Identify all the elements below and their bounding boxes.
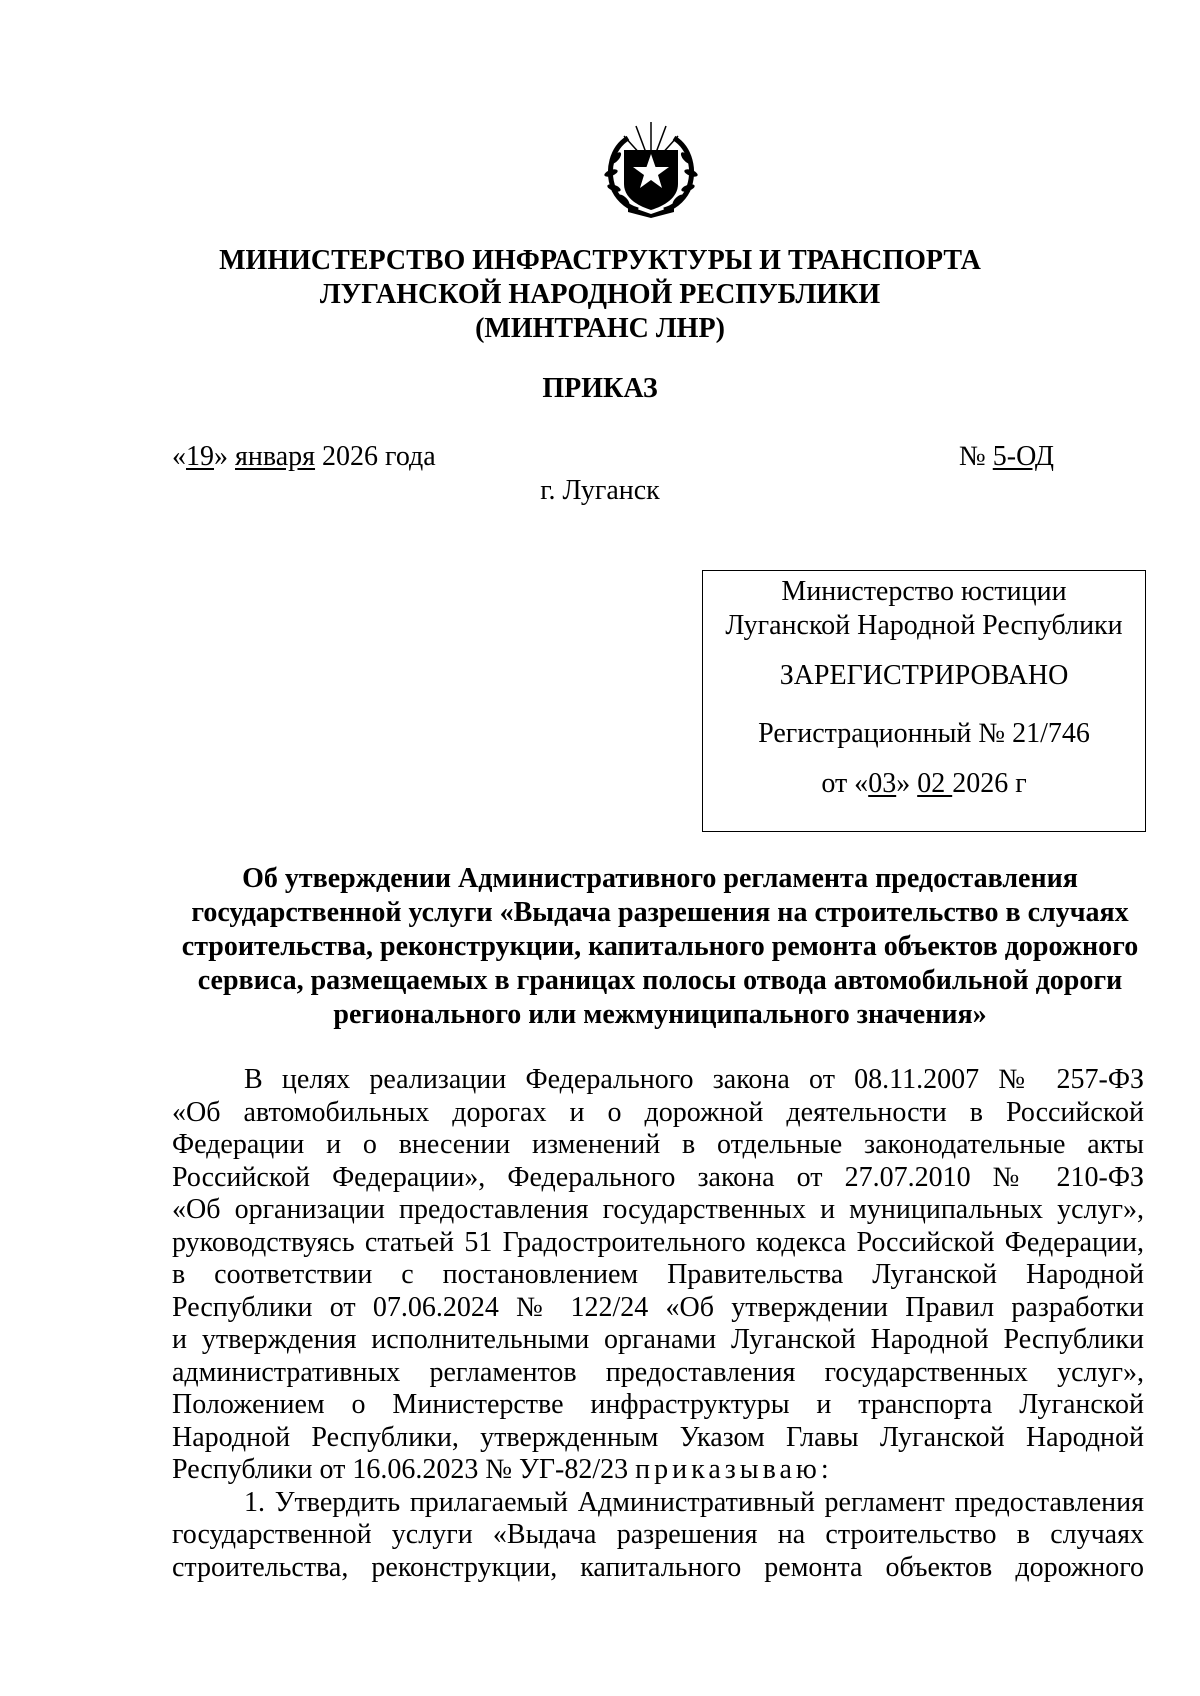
number-value: 5-ОД bbox=[992, 441, 1054, 472]
document-type: ПРИКАЗ bbox=[542, 373, 658, 404]
body-line: руководствуясь статьей 51 Градостроительного кодекса Российской Федерации, bbox=[172, 1226, 1144, 1258]
body-line: «Об организации предоставления государственных и муниципальных услуг», bbox=[172, 1194, 1144, 1225]
item-1-line: государственной услуги «Выдача разрешения на строительство в случаях bbox=[172, 1519, 1144, 1550]
body-line: Российской Федерации», Федерального закона от 27.07.2010 № 210-ФЗ bbox=[172, 1161, 1144, 1193]
body-line: административных регламентов предоставления государственных услуг», bbox=[172, 1356, 1144, 1388]
city: г. Луганск bbox=[540, 475, 660, 506]
reg-date-day: 03 bbox=[868, 768, 897, 799]
body-line: Республики от 07.06.2024 № 122/24 «Об утверждении Правил разработки bbox=[172, 1291, 1144, 1323]
document-title bbox=[170, 862, 1150, 1032]
reg-date-year: 2026 г bbox=[952, 768, 1027, 799]
body-line: Положением о Министерстве инфраструктуры и транспорта Луганской bbox=[172, 1389, 1144, 1420]
title-line: сервиса, размещаемых в границах полосы отвода автомобильной дороги bbox=[197, 965, 1123, 996]
reg-authority-line-1: Министерство юстиции bbox=[781, 576, 1067, 607]
order-command: приказываю: bbox=[635, 1454, 833, 1485]
coat-of-arms-icon bbox=[598, 118, 704, 218]
body-line-last bbox=[172, 1454, 1144, 1487]
order-date bbox=[172, 440, 436, 474]
date-day: 19 bbox=[186, 441, 214, 472]
registration-stamp bbox=[702, 570, 1146, 832]
title-line: строительства, реконструкции, капитального ремонта объектов дорожного bbox=[181, 931, 1139, 962]
ministry-name bbox=[170, 244, 1030, 346]
reg-authority-line-2: Луганской Народной Республики bbox=[725, 610, 1123, 641]
body-line: в соответствии с постановлением Правительства Луганской Народной bbox=[172, 1259, 1144, 1290]
title-line: государственной услуги «Выдача разрешения на строительство в случаях bbox=[191, 897, 1129, 928]
order-number bbox=[959, 440, 1054, 474]
ministry-line-2: ЛУГАНСКОЙ НАРОДНОЙ РЕСПУБЛИКИ bbox=[319, 279, 881, 310]
reg-date bbox=[703, 767, 1145, 801]
date-close-quote: » bbox=[214, 441, 235, 472]
body-line: и утверждения исполнительными органами Луганской Народной Республики bbox=[172, 1324, 1144, 1355]
date-open-quote: « bbox=[172, 441, 186, 472]
ministry-line-3: (МИНТРАНС ЛНР) bbox=[475, 313, 725, 344]
title-line: регионального или межмуниципального значения» bbox=[333, 999, 987, 1030]
title-line: Об утверждении Административного регламента предоставления bbox=[242, 863, 1078, 894]
reg-date-prefix: от « bbox=[821, 768, 869, 799]
reg-date-mid: » bbox=[896, 768, 918, 799]
body-line: В целях реализации Федерального закона от 08.11.2007 № 257-ФЗ bbox=[244, 1064, 1144, 1095]
ministry-line-1: МИНИСТЕРСТВО ИНФРАСТРУКТУРЫ И ТРАНСПОРТА bbox=[219, 245, 981, 276]
item-1-line: строительства, реконструкции, капитального ремонта объектов дорожного bbox=[172, 1551, 1144, 1583]
body-line: Народной Республики, утвержденным Указом Главы Луганской Народной bbox=[172, 1421, 1144, 1453]
body-last-text: Республики от 16.06.2023 № УГ-82/23 bbox=[172, 1454, 636, 1485]
date-year: 2026 года bbox=[315, 441, 436, 472]
reg-date-month: 02 bbox=[917, 768, 953, 799]
item-1-line: 1. Утвердить прилагаемый Административный регламент предоставления bbox=[244, 1486, 1144, 1518]
reg-number: Регистрационный № 21/746 bbox=[758, 718, 1090, 749]
date-month: января bbox=[235, 441, 316, 472]
body-line: «Об автомобильных дорогах и о дорожной деятельности в Российской bbox=[172, 1096, 1144, 1128]
reg-status: ЗАРЕГИСТРИРОВАНО bbox=[779, 660, 1069, 691]
number-prefix: № bbox=[959, 441, 993, 472]
body-line: Федерации и о внесении изменений в отдельные законодательные акты bbox=[172, 1129, 1144, 1160]
document-body bbox=[172, 1064, 1144, 1584]
